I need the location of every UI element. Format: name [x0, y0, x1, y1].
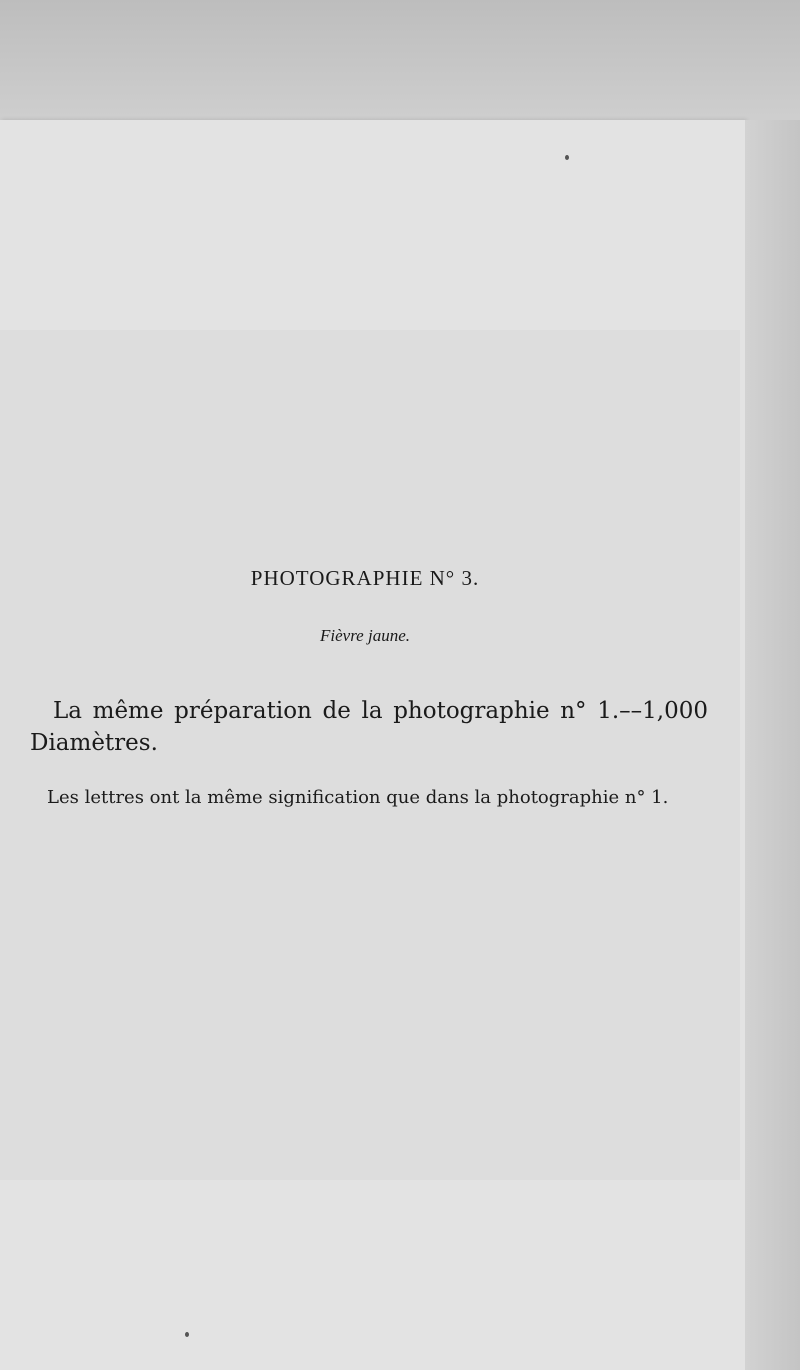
ink-speck	[185, 1332, 189, 1337]
description-paragraph: La même préparation de la photographie n° 1.––1,000 Diamètres.	[30, 698, 708, 756]
page-heading: PHOTOGRAPHIE N° 3.	[250, 566, 480, 590]
note-paragraph: Les lettres ont la même signification que dans la photographie n° 1.	[47, 787, 669, 808]
scan-background	[0, 0, 800, 125]
ink-speck	[565, 155, 569, 160]
page-edge	[745, 120, 800, 1370]
page-subheading: Fièvre jaune.	[320, 626, 410, 645]
